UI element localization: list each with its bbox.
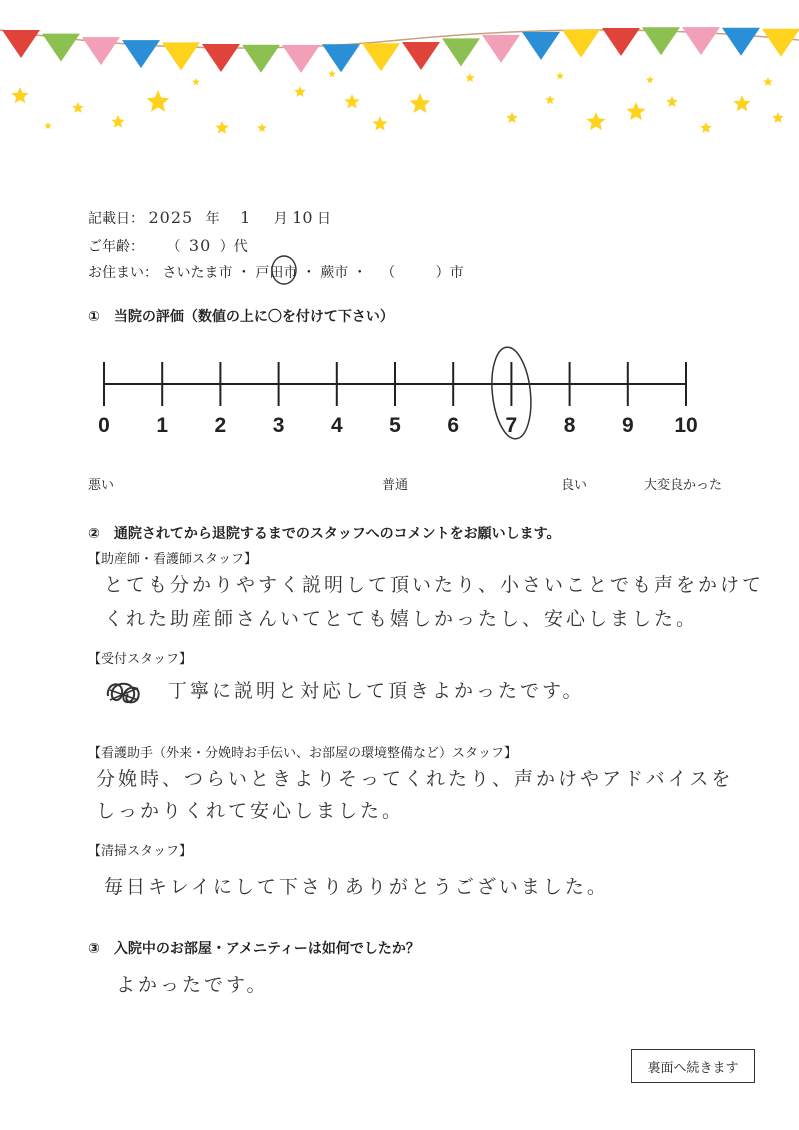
residence-option-toda: 戸田市 (255, 265, 298, 281)
category-label-reception: 【受付スタッフ】 (88, 652, 193, 667)
star-icon (646, 76, 654, 83)
scale-number-0: 0 (98, 414, 110, 437)
bunting-flag (642, 27, 680, 55)
continue-label: 裏面へ続きます (647, 1060, 739, 1076)
scale-number-10: 10 (674, 414, 698, 437)
bunting-flag (522, 32, 560, 60)
star-icon (192, 78, 200, 85)
age-value: 30 (188, 236, 212, 255)
star-icon (344, 94, 359, 109)
continue-on-back-box (631, 1049, 755, 1083)
bunting-decoration (0, 0, 799, 150)
residence-other-close: ）市 (435, 265, 464, 281)
scale-number-4: 4 (330, 414, 343, 437)
bunting-flag (482, 35, 520, 63)
bunting-flag (322, 44, 360, 72)
scale-number-9: 9 (621, 414, 634, 437)
bunting-flag (2, 30, 40, 58)
star-icon (328, 70, 336, 77)
bunting-flag (602, 28, 640, 56)
residence-label: お住まい： (88, 265, 158, 281)
date-year: 2025 (148, 208, 194, 227)
bunting-flag (162, 42, 200, 70)
comment-assistant-line-1: 分娩時、つらいときよりそってくれたり、声かけやアドバイスを (96, 768, 734, 790)
star-icon (587, 112, 606, 130)
bunting-string (0, 30, 799, 48)
bunting-flag (282, 45, 320, 73)
comment-assistant-line-2: しっかりくれて安心しました。 (96, 800, 405, 822)
comment-midwife-line-2: くれた助産師さんいてとても嬉しかったし、安心しました。 (104, 608, 699, 630)
bunting-flag (42, 34, 80, 62)
star-icon (556, 72, 564, 79)
scale-label-very-good: 大変良かった (644, 478, 723, 493)
scale-number-8: 8 (563, 414, 576, 437)
month-unit: 月 (273, 211, 288, 227)
bunting-flag (562, 30, 600, 58)
age-row (88, 236, 248, 256)
bunting-flag (682, 27, 720, 55)
residence-selected-circle (268, 252, 302, 286)
star-icon (44, 122, 52, 129)
category-label-nursing-assistant: 【看護助手（外来・分娩時お手伝い、お部屋の環境整備など）スタッフ】 (88, 746, 518, 761)
star-icon (147, 90, 170, 112)
star-icon (11, 87, 28, 103)
date-day: 10 (292, 208, 313, 227)
date-row (88, 208, 331, 228)
section3-title: ③ 入院中のお部屋・アメニティーは如何でしたか？ (88, 941, 420, 957)
scale-label-good: 良い (561, 478, 588, 493)
scribble-mark (102, 676, 146, 710)
residence-separator: ・ (352, 265, 367, 281)
comment-cleaning-line-1: 毎日キレイにして下さりありがとうございました。 (104, 876, 609, 898)
star-icon (111, 115, 124, 128)
star-icon (700, 122, 711, 133)
year-unit: 年 (205, 211, 220, 227)
category-label-cleaning: 【清掃スタッフ】 (88, 844, 193, 859)
category-label-midwife-nurse: 【助産師・看護師スタッフ】 (88, 552, 258, 567)
scale-number-5: 5 (389, 414, 401, 437)
bunting-flag (82, 37, 120, 65)
star-icon (372, 116, 387, 131)
residence-separator: ・ (236, 265, 251, 281)
residence-option-warabi: 蕨市 (320, 265, 349, 281)
bunting-flag (402, 42, 440, 70)
bunting-flag (442, 38, 480, 66)
rating-scale (0, 340, 799, 450)
bunting-flag (242, 45, 280, 73)
star-icon (465, 73, 475, 82)
date-month: 1 (240, 208, 254, 227)
age-label: ご年齢： (88, 239, 144, 255)
day-unit: 日 (316, 211, 331, 227)
bunting-flag (722, 28, 760, 56)
star-icon (733, 95, 750, 111)
star-icon (72, 102, 83, 113)
comment-reception-line-1: 丁寧に説明と対応して頂きよかったです。 (168, 680, 585, 702)
section3-answer: よかったです。 (116, 974, 269, 996)
age-open: （ (166, 239, 181, 255)
bunting-flag (202, 44, 240, 72)
bunting-flag (122, 40, 160, 68)
star-icon (257, 123, 267, 132)
scale-label-normal: 普通 (382, 478, 409, 493)
star-icon (763, 77, 773, 86)
scale-number-6: 6 (447, 414, 460, 437)
star-icon (627, 102, 646, 120)
comment-midwife-line-1: とても分かりやすく説明して頂いたり、小さいことでも声をかけて (104, 574, 765, 596)
residence-separator: ・ (301, 265, 316, 281)
scale-number-1: 1 (156, 414, 169, 437)
scale-number-3: 3 (272, 414, 285, 437)
age-close: ）代 (219, 239, 248, 255)
residence-option-saitama: さいたま市 (162, 265, 233, 281)
bunting-flag (362, 43, 400, 71)
star-icon (506, 112, 517, 123)
star-icon (294, 86, 305, 97)
star-icon (410, 93, 431, 113)
bunting-flag (762, 29, 799, 57)
residence-other-open: （ (381, 265, 396, 281)
section1-title: ① 当院の評価（数値の上に〇を付けて下さい） (88, 309, 394, 325)
scale-label-bad: 悪い (88, 478, 115, 493)
scale-number-2: 2 (214, 414, 227, 437)
star-icon (772, 112, 783, 123)
date-label: 記載日： (88, 211, 144, 227)
section2-title: ② 通院されてから退院するまでのスタッフへのコメントをお願いします。 (88, 526, 561, 542)
scale-number-7: 7 (505, 414, 518, 437)
star-icon (215, 121, 228, 134)
star-icon (545, 95, 555, 104)
star-icon (666, 96, 677, 107)
